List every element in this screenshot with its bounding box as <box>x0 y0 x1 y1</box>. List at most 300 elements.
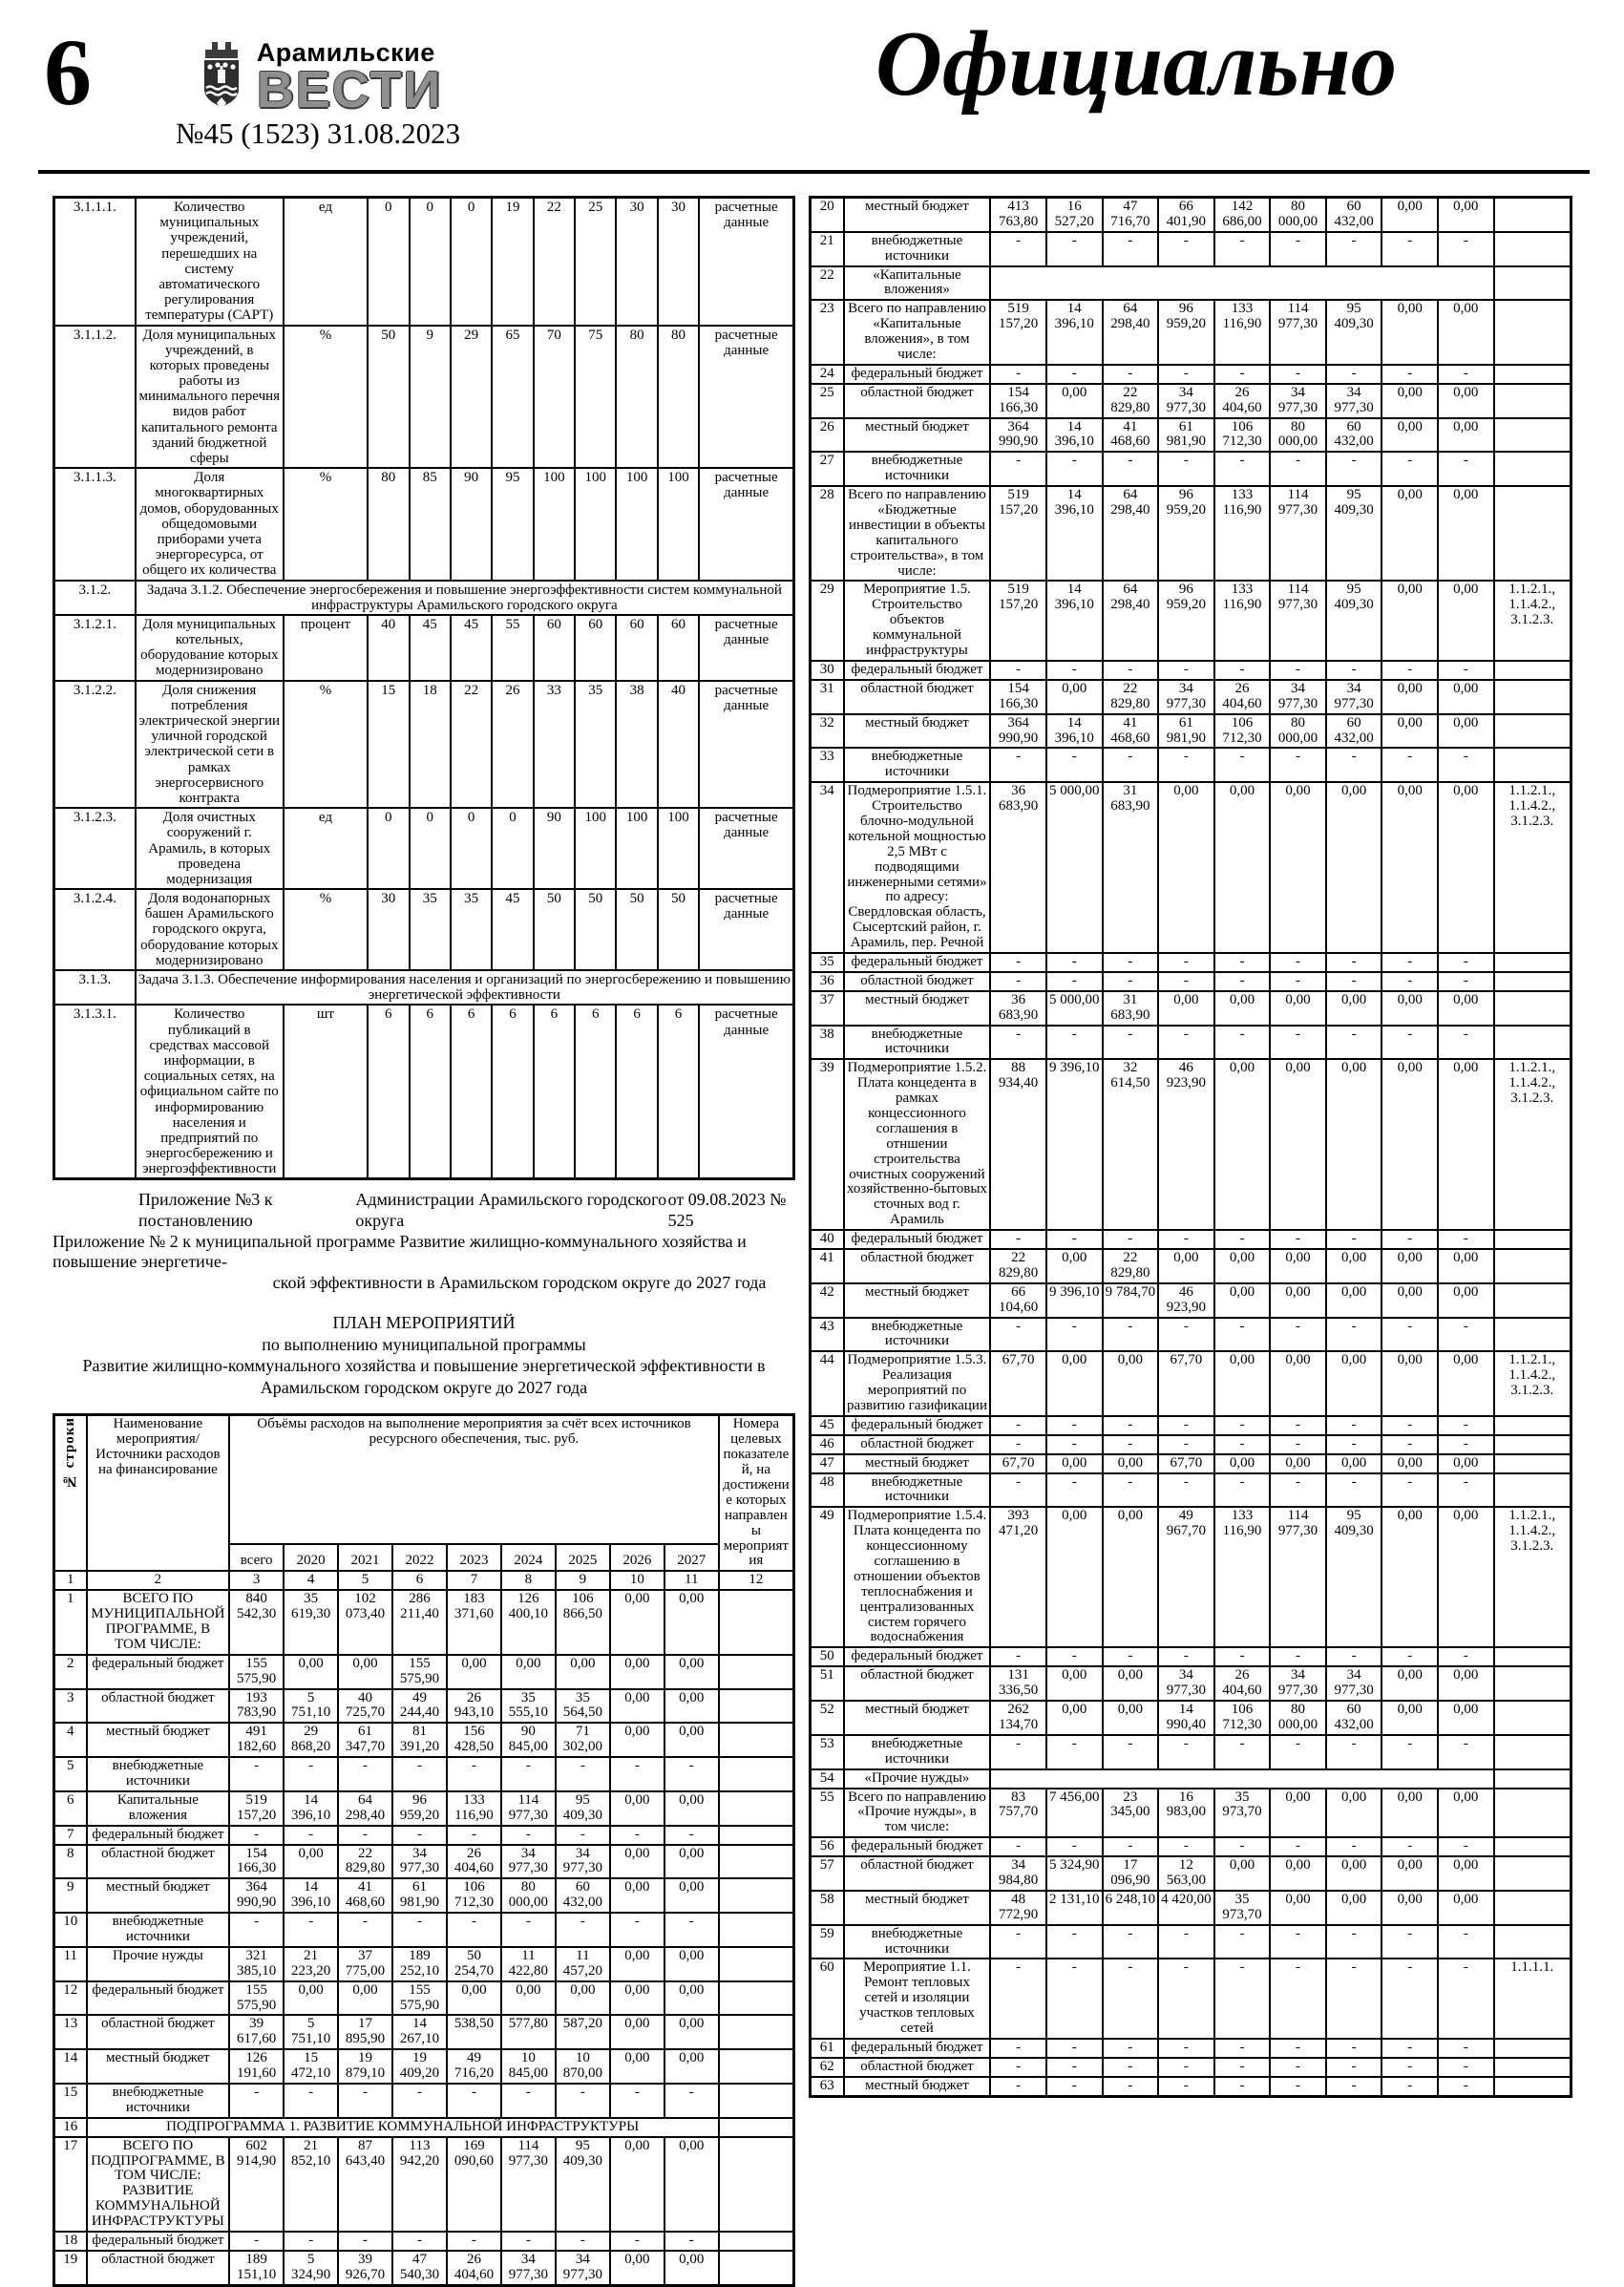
amount-cell: - <box>1381 1925 1438 1959</box>
amount-cell: 0,00 <box>1270 1891 1326 1925</box>
target-numbers-cell <box>719 2137 794 2232</box>
data-source-cell: расчетные данные <box>699 198 793 326</box>
plan-table-row <box>811 1230 1571 1249</box>
plan-table-row <box>811 1735 1571 1769</box>
col-header-name: Наименование мероприятия/Источники расходов на финансирование <box>87 1415 230 1571</box>
amount-cell: 519 157,20 <box>229 1791 284 1826</box>
amount-cell: 0,00 <box>1046 680 1103 714</box>
plan-table-row <box>811 1249 1571 1283</box>
amount-cell: - <box>1046 1416 1103 1435</box>
amount-cell: 34 977,30 <box>1326 384 1382 418</box>
amount-cell: 0,00 <box>610 2137 664 2232</box>
plan-table-row <box>811 232 1571 266</box>
amount-cell: 48 772,90 <box>990 1891 1046 1925</box>
row-number-cell: 63 <box>811 2077 844 2096</box>
plan-table-row <box>54 1689 794 1724</box>
indicator-value-cell: 30 <box>658 198 699 326</box>
amount-cell: - <box>1381 1026 1438 1060</box>
year-header-cell: 2026 <box>610 1544 664 1571</box>
amount-cell: - <box>1103 1026 1159 1060</box>
amount-cell: 0,00 <box>1046 1701 1103 1735</box>
target-numbers-cell <box>1494 1856 1571 1891</box>
expense-name-cell: Подмероприятие 1.5.3. Реализация мероприятий по развитию газификации <box>844 1351 991 1416</box>
amount-cell: - <box>1046 748 1103 782</box>
expense-name-cell: местный бюджет <box>844 1454 991 1473</box>
amount-cell: - <box>1270 1735 1326 1769</box>
amount-cell: - <box>990 1026 1046 1060</box>
amount-cell: - <box>1214 748 1271 782</box>
amount-cell: 133 116,90 <box>1214 581 1271 660</box>
indicator-value-cell: 0 <box>410 808 451 889</box>
target-numbers-cell <box>1494 1735 1571 1769</box>
amount-cell: 0,00 <box>664 2049 719 2084</box>
target-numbers-cell <box>719 1913 794 1947</box>
row-number-cell: 62 <box>811 2058 844 2077</box>
expense-name-cell: внебюджетные источники <box>87 1757 230 1791</box>
amount-cell: - <box>1103 1925 1159 1959</box>
target-numbers-cell <box>1494 1837 1571 1856</box>
target-numbers-cell <box>1494 2039 1571 2058</box>
amount-cell: - <box>990 1473 1046 1508</box>
amount-cell: 0,00 <box>1438 1059 1494 1230</box>
expense-name-cell: областной бюджет <box>844 1249 991 1283</box>
indicator-value-cell: 25 <box>575 198 616 326</box>
expense-name-cell: местный бюджет <box>87 2049 230 2084</box>
amount-cell: - <box>1103 452 1159 486</box>
expense-name-cell: областной бюджет <box>844 2058 991 2077</box>
row-number-cell: 52 <box>811 1701 844 1735</box>
task-text-cell: Задача 3.1.3. Обеспечение информирования населения и организаций по энергосбережению и повышению энергетической эффективности <box>136 970 794 1005</box>
plan-table-row <box>811 1925 1571 1959</box>
amount-cell: - <box>1046 1230 1103 1249</box>
amount-cell: 11 422,80 <box>501 1947 556 1981</box>
plan-table-row <box>54 2084 794 2118</box>
amount-cell: 0,00 <box>1381 1283 1438 1318</box>
amount-cell: - <box>1046 1435 1103 1454</box>
amount-cell: 114 977,30 <box>1270 581 1326 660</box>
amount-cell: 0,00 <box>1381 486 1438 581</box>
plan-table-row <box>811 748 1571 782</box>
plan-table-row <box>811 2077 1571 2096</box>
amount-cell: 14 396,10 <box>1046 300 1103 365</box>
amount-cell: - <box>610 2232 664 2251</box>
row-number-cell: 38 <box>811 1026 844 1060</box>
column-number-cell: 1 <box>54 1571 87 1590</box>
amount-cell: 0,00 <box>1381 1666 1438 1701</box>
amount-cell: 22 829,80 <box>1103 384 1159 418</box>
amount-cell: 0,00 <box>1438 384 1494 418</box>
row-number-cell: 6 <box>54 1791 87 1826</box>
amount-cell: - <box>1326 748 1382 782</box>
amount-cell: 321 385,10 <box>229 1947 284 1981</box>
indicator-row <box>54 808 794 889</box>
row-number-cell: 17 <box>54 2137 87 2232</box>
plan-table-row <box>811 452 1571 486</box>
amount-cell: 0,00 <box>1438 581 1494 660</box>
amount-cell: 0,00 <box>1326 1856 1382 1891</box>
amount-cell: 0,00 <box>1270 1283 1326 1318</box>
target-numbers-cell <box>1494 1891 1571 1925</box>
amount-cell: 0,00 <box>664 1947 719 1981</box>
unit-cell: ед <box>284 198 368 326</box>
indicator-number-cell: 3.1.3.1. <box>54 1005 136 1179</box>
data-source-cell: расчетные данные <box>699 808 793 889</box>
expense-name-cell: Подмероприятие 1.5.4. Плата концедента по концессионному соглашению в отношении объектов теплоснабжения и централизованных систем горячего водоснабжения <box>844 1507 991 1647</box>
expense-name-cell: ВСЕГО ПО ПОДПРОГРАММЕ, В ТОМ ЧИСЛЕ: РАЗВИТИЕ КОММУНАЛЬНОЙ ИНФРАСТРУКТУРЫ <box>87 2137 230 2232</box>
amount-cell: - <box>1214 2077 1271 2096</box>
year-header-cell: всего <box>229 1544 284 1571</box>
expense-name-cell: Подмероприятие 1.5.2. Плата концедента в рамках концессионного соглашения в отншении строительства очистных сооружений хозяйственно-бытовых сточных вод г. Арамиль <box>844 1059 991 1230</box>
row-number-cell: 61 <box>811 2039 844 2058</box>
target-numbers-cell <box>719 1757 794 1791</box>
amount-cell: - <box>1046 2058 1103 2077</box>
expense-name-cell: федеральный бюджет <box>844 1837 991 1856</box>
plan-table-row <box>811 1283 1571 1318</box>
amount-cell: 0,00 <box>1046 384 1103 418</box>
amount-cell: - <box>1158 1925 1214 1959</box>
amount-cell: - <box>1270 1318 1326 1352</box>
indicator-value-cell: 90 <box>534 808 575 889</box>
amount-cell: 9 396,10 <box>1046 1059 1103 1230</box>
indicator-name-cell: Доля очистных сооружений г. Арамиль, в которых проведена модернизация <box>136 808 284 889</box>
amount-cell: 35 973,70 <box>1214 1789 1271 1838</box>
amount-cell: - <box>338 1826 392 1845</box>
amount-cell: - <box>1158 1735 1214 1769</box>
amount-cell: - <box>1103 748 1159 782</box>
amount-cell: 31 683,90 <box>1103 991 1159 1026</box>
data-source-cell: расчетные данные <box>699 889 793 970</box>
indicator-name-cell: Доля многоквартирных домов, оборудованных общедомовыми приборами учета энергоресурса, от общего их количества <box>136 468 284 580</box>
amount-cell: 81 391,20 <box>392 1723 447 1757</box>
target-numbers-cell <box>719 2251 794 2285</box>
amount-cell: 113 942,20 <box>392 2137 447 2232</box>
amount-cell: - <box>990 1735 1046 1769</box>
indicator-value-cell: 100 <box>658 468 699 580</box>
section-title: Официально <box>875 12 1398 115</box>
plan-table-row <box>54 2137 794 2232</box>
amount-cell: - <box>1326 1473 1382 1508</box>
year-header-cell: 2022 <box>392 1544 447 1571</box>
expense-name-cell: областной бюджет <box>844 384 991 418</box>
amount-cell: 0,00 <box>1326 1283 1382 1318</box>
amount-cell: 4 420,00 <box>1158 1891 1214 1925</box>
target-numbers-cell <box>1494 452 1571 486</box>
amount-cell: 34 977,30 <box>1270 384 1326 418</box>
amount-cell: 519 157,20 <box>990 486 1046 581</box>
row-number-cell: 34 <box>811 782 844 953</box>
expense-name-cell: областной бюджет <box>844 1435 991 1454</box>
amount-cell: - <box>1381 1837 1438 1856</box>
row-number-cell: 51 <box>811 1666 844 1701</box>
amount-cell: 0,00 <box>1103 1666 1159 1701</box>
amount-cell: 0,00 <box>610 1981 664 2016</box>
expense-name-cell: областной бюджет <box>87 2251 230 2285</box>
amount-cell: 131 336,50 <box>990 1666 1046 1701</box>
indicator-number-cell: 3.1.2. <box>54 581 136 615</box>
amount-cell: - <box>1381 365 1438 384</box>
indicator-number-cell: 3.1.2.2. <box>54 681 136 809</box>
amount-cell: 34 977,30 <box>1326 1666 1382 1701</box>
amount-cell: - <box>1103 1416 1159 1435</box>
amount-cell: 0,00 <box>1438 1283 1494 1318</box>
amount-cell: - <box>1270 1473 1326 1508</box>
amount-cell: 154 166,30 <box>990 680 1046 714</box>
indicator-value-cell: 18 <box>410 681 451 809</box>
amount-cell: 14 990,40 <box>1158 1701 1214 1735</box>
indicator-value-cell: 85 <box>410 468 451 580</box>
target-numbers-cell <box>1494 1789 1571 1838</box>
amount-cell: - <box>990 365 1046 384</box>
amount-cell: 21 852,10 <box>284 2137 338 2232</box>
amount-cell: 0,00 <box>610 2049 664 2084</box>
amount-cell: - <box>1046 2039 1103 2058</box>
amount-cell: - <box>1158 953 1214 972</box>
plan-table-row <box>54 1981 794 2016</box>
indicator-value-cell: 50 <box>368 326 409 469</box>
amount-cell: 39 617,60 <box>229 2015 284 2049</box>
amount-cell: - <box>1326 953 1382 972</box>
amount-cell: - <box>501 1913 556 1947</box>
indicator-value-cell: 60 <box>575 615 616 681</box>
plan-table-row <box>811 1837 1571 1856</box>
newspaper-name-top: Арамильские <box>256 38 435 67</box>
amount-cell: 66 401,90 <box>1158 198 1214 232</box>
expense-name-cell: внебюджетные источники <box>844 748 991 782</box>
amount-cell: 34 984,80 <box>990 1856 1046 1891</box>
indicator-value-cell: 6 <box>451 1005 492 1179</box>
expense-name-cell: федеральный бюджет <box>844 2039 991 2058</box>
amount-cell: 0,00 <box>1438 1249 1494 1283</box>
column-number-cell: 8 <box>501 1571 556 1590</box>
amount-cell: 0,00 <box>284 1981 338 2016</box>
amount-cell: - <box>1270 1959 1326 2038</box>
expense-name-cell: внебюджетные источники <box>844 1318 991 1352</box>
target-numbers-cell <box>1494 1416 1571 1435</box>
amount-cell: 0,00 <box>664 1981 719 2016</box>
amount-cell: 156 428,50 <box>447 1723 501 1757</box>
target-numbers-cell <box>1494 198 1571 232</box>
amount-cell: 32 614,50 <box>1103 1059 1159 1230</box>
amount-cell: 95 409,30 <box>556 2137 610 2232</box>
row-number-cell: 12 <box>54 1981 87 2016</box>
amount-cell: - <box>1103 1318 1159 1352</box>
plan-table-row <box>811 2039 1571 2058</box>
amount-cell: - <box>990 1647 1046 1666</box>
plan-table-row <box>811 1473 1571 1508</box>
plan-table-row <box>811 1666 1571 1701</box>
amount-cell: 106 712,30 <box>1214 1701 1271 1735</box>
amount-cell: 23 345,00 <box>1103 1789 1159 1838</box>
amount-cell: - <box>1326 1647 1382 1666</box>
amount-cell: 0,00 <box>1381 300 1438 365</box>
row-number-cell: 54 <box>811 1769 844 1789</box>
row-number-cell: 9 <box>54 1878 87 1913</box>
indicator-value-cell: 0 <box>451 198 492 326</box>
amount-cell: - <box>1046 1735 1103 1769</box>
indicator-value-cell: 50 <box>616 889 657 970</box>
expense-name-cell: федеральный бюджет <box>87 1826 230 1845</box>
subprogram-title-cell: ПОДПРОГРАММА 1. РАЗВИТИЕ КОММУНАЛЬНОЙ ИНФРАСТРУКТУРЫ <box>87 2118 719 2137</box>
row-number-cell: 4 <box>54 1723 87 1757</box>
indicator-value-cell: 6 <box>368 1005 409 1179</box>
amount-cell: 14 396,10 <box>1046 418 1103 453</box>
amount-cell: 587,20 <box>556 2015 610 2049</box>
expense-name-cell: Прочие нужды <box>87 1947 230 1981</box>
indicator-task-row <box>54 970 794 1005</box>
plan-table-row <box>811 991 1571 1026</box>
amount-cell: 0,00 <box>338 1981 392 2016</box>
plan-table-row <box>54 1590 794 1655</box>
amount-cell: 34 977,30 <box>556 1845 610 1879</box>
amount-cell: 0,00 <box>1438 1666 1494 1701</box>
amount-cell: - <box>990 232 1046 266</box>
unit-cell: % <box>284 326 368 469</box>
amount-cell: - <box>1381 661 1438 680</box>
target-numbers-cell: 1.1.2.1., 1.1.4.2., 3.1.2.3. <box>1494 1059 1571 1230</box>
amount-cell: 34 977,30 <box>501 2251 556 2285</box>
amount-cell: 80 000,00 <box>1270 418 1326 453</box>
amount-cell: 0,00 <box>1326 782 1382 953</box>
amount-cell: 9 784,70 <box>1103 1283 1159 1318</box>
indicator-value-cell: 80 <box>368 468 409 580</box>
amount-cell: 5 000,00 <box>1046 782 1103 953</box>
amount-cell: - <box>1326 972 1382 991</box>
amount-cell: - <box>1046 452 1103 486</box>
plan-table-row <box>54 1826 794 1845</box>
amount-cell: 0,00 <box>1326 991 1382 1026</box>
amount-cell: - <box>1046 1959 1103 2038</box>
amount-cell: - <box>1326 1959 1382 2038</box>
amount-cell: 26 404,60 <box>447 2251 501 2285</box>
amount-cell: 41 468,60 <box>338 1878 392 1913</box>
amount-cell: - <box>1046 1647 1103 1666</box>
year-header-cell: 2021 <box>338 1544 392 1571</box>
amount-cell: 189 151,10 <box>229 2251 284 2285</box>
target-numbers-cell <box>1494 266 1571 301</box>
amount-cell: - <box>1214 1473 1271 1508</box>
amount-cell: - <box>284 1826 338 1845</box>
indicator-value-cell: 50 <box>575 889 616 970</box>
amount-cell: 80 000,00 <box>1270 1701 1326 1735</box>
indicator-value-cell: 35 <box>451 889 492 970</box>
amount-cell: - <box>1381 1735 1438 1769</box>
amount-cell: 0,00 <box>1381 1249 1438 1283</box>
amount-cell: - <box>1326 2039 1382 2058</box>
amount-cell: - <box>1270 2039 1326 2058</box>
amount-cell: - <box>1438 1473 1494 1508</box>
amount-cell: 22 829,80 <box>1103 1249 1159 1283</box>
target-numbers-cell <box>719 2232 794 2251</box>
amount-cell: - <box>1381 972 1438 991</box>
plan-table-row <box>811 1856 1571 1891</box>
row-number-cell: 49 <box>811 1507 844 1647</box>
amount-cell: - <box>1214 1735 1271 1769</box>
target-numbers-cell <box>719 1826 794 1845</box>
amount-cell: 71 302,00 <box>556 1723 610 1757</box>
target-numbers-cell <box>1494 1318 1571 1352</box>
amount-cell: - <box>1158 1959 1214 2038</box>
expense-name-cell: федеральный бюджет <box>844 953 991 972</box>
amount-cell: 0,00 <box>610 1878 664 1913</box>
indicator-name-cell: Доля муниципальных котельных, оборудование которых модернизировано <box>136 615 284 681</box>
issue-number-date: №45 (1523) 31.08.2023 <box>175 116 461 151</box>
amount-cell: - <box>1326 452 1382 486</box>
target-numbers-cell <box>719 1791 794 1826</box>
expense-name-cell: федеральный бюджет <box>87 1981 230 2016</box>
expense-name-cell: федеральный бюджет <box>844 1647 991 1666</box>
amount-cell: 96 959,20 <box>392 1791 447 1826</box>
amount-cell: - <box>501 1826 556 1845</box>
amount-cell: 106 712,30 <box>1214 418 1271 453</box>
amount-cell: 64 298,40 <box>338 1791 392 1826</box>
indicator-value-cell: 38 <box>616 681 657 809</box>
column-number-cell: 4 <box>284 1571 338 1590</box>
amount-cell: 0,00 <box>447 1981 501 2016</box>
expense-name-cell: внебюджетные источники <box>87 2084 230 2118</box>
plan-table-row <box>54 2118 794 2137</box>
row-number-cell: 7 <box>54 1826 87 1845</box>
amount-cell: 0,00 <box>1381 782 1438 953</box>
amount-cell: 0,00 <box>1326 1249 1382 1283</box>
amount-cell: - <box>1103 1735 1159 1769</box>
amount-cell: 0,00 <box>1381 384 1438 418</box>
target-numbers-cell <box>719 2084 794 2118</box>
amount-cell: 0,00 <box>1103 1351 1159 1416</box>
merged-empty-cell <box>990 1769 1493 1789</box>
target-numbers-cell <box>719 1947 794 1981</box>
row-number-cell: 44 <box>811 1351 844 1416</box>
row-number-cell: 50 <box>811 1647 844 1666</box>
amount-cell: - <box>556 2084 610 2118</box>
plan-table-row <box>811 1507 1571 1647</box>
amount-cell: 114 977,30 <box>1270 1507 1326 1647</box>
amount-cell: - <box>990 953 1046 972</box>
amount-cell: 154 166,30 <box>229 1845 284 1879</box>
amount-cell: - <box>1214 365 1271 384</box>
indicator-value-cell: 100 <box>534 468 575 580</box>
amount-cell: - <box>1214 661 1271 680</box>
amount-cell: 64 298,40 <box>1103 581 1159 660</box>
amount-cell: - <box>1214 2058 1271 2077</box>
target-numbers-cell <box>719 1590 794 1655</box>
amount-cell: 60 432,00 <box>556 1878 610 1913</box>
expense-name-cell: внебюджетные источники <box>844 452 991 486</box>
data-source-cell: расчетные данные <box>699 468 793 580</box>
amount-cell: - <box>1158 2039 1214 2058</box>
amount-cell: - <box>229 2232 284 2251</box>
plan-table-row <box>811 782 1571 953</box>
amount-cell: - <box>1214 1230 1271 1249</box>
amount-cell: 14 396,10 <box>284 1791 338 1826</box>
amount-cell: 95 409,30 <box>556 1791 610 1826</box>
target-numbers-cell <box>1494 232 1571 266</box>
amount-cell: - <box>1438 1647 1494 1666</box>
row-number-cell: 13 <box>54 2015 87 2049</box>
amount-cell: 17 895,90 <box>338 2015 392 2049</box>
row-number-cell: 57 <box>811 1856 844 1891</box>
amount-cell: - <box>1214 1647 1271 1666</box>
unit-cell: % <box>284 468 368 580</box>
amount-cell: 183 371,60 <box>447 1590 501 1655</box>
unit-cell: % <box>284 681 368 809</box>
expense-name-cell: внебюджетные источники <box>87 1913 230 1947</box>
row-number-cell: 39 <box>811 1059 844 1230</box>
amount-cell: 31 683,90 <box>1103 782 1159 953</box>
amount-cell: - <box>338 2232 392 2251</box>
amount-cell: - <box>1214 1959 1271 2038</box>
amount-cell: 67,70 <box>1158 1454 1214 1473</box>
column-number-cell: 10 <box>610 1571 664 1590</box>
